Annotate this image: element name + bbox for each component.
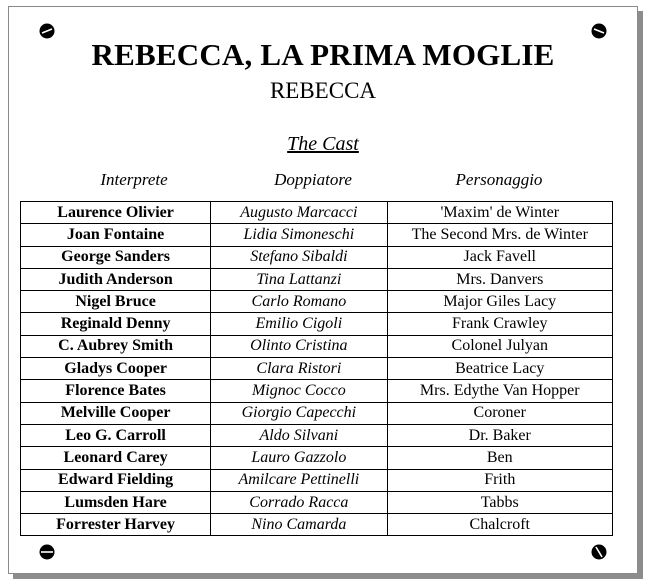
role-cell: Tabbs [387, 491, 612, 513]
actor-cell: Edward Fielding [21, 469, 211, 491]
dubber-cell: Augusto Marcacci [211, 202, 387, 224]
dubber-cell: Lauro Gazzolo [211, 447, 387, 469]
table-row [21, 268, 613, 290]
dubber-cell: Mignoc Cocco [211, 380, 387, 402]
column-header-role: Personaggio [455, 170, 543, 189]
page-title: REBECCA, LA PRIMA MOGLIE [91, 37, 555, 72]
screw-icon [591, 544, 607, 560]
role-cell: Coroner [387, 402, 612, 424]
dubber-cell: Carlo Romano [211, 291, 387, 313]
cast-heading: The Cast [287, 133, 359, 155]
table-row [21, 358, 613, 380]
dubber-cell: Aldo Silvani [211, 424, 387, 446]
table-row [21, 335, 613, 357]
role-cell: Mrs. Edythe Van Hopper [387, 380, 612, 402]
actor-cell: Gladys Cooper [21, 358, 211, 380]
role-cell: Ben [387, 447, 612, 469]
cast-plaque [8, 6, 638, 574]
actor-cell: Laurence Olivier [21, 202, 211, 224]
actor-cell: Joan Fontaine [21, 224, 211, 246]
role-cell: Frank Crawley [387, 313, 612, 335]
role-cell: Colonel Julyan [387, 335, 612, 357]
table-row [21, 424, 613, 446]
table-row [21, 380, 613, 402]
role-cell: Mrs. Danvers [387, 268, 612, 290]
dubber-cell: Lidia Simoneschi [211, 224, 387, 246]
dubber-cell: Amilcare Pettinelli [211, 469, 387, 491]
table-row [21, 469, 613, 491]
actor-cell: Leo G. Carroll [21, 424, 211, 446]
role-cell: Frith [387, 469, 612, 491]
dubber-cell: Giorgio Capecchi [211, 402, 387, 424]
table-row [21, 447, 613, 469]
original-title: REBECCA [269, 78, 377, 103]
actor-cell: George Sanders [21, 246, 211, 268]
actor-cell: Forrester Harvey [21, 514, 211, 536]
actor-cell: C. Aubrey Smith [21, 335, 211, 357]
table-row [21, 224, 613, 246]
dubber-cell: Clara Ristori [211, 358, 387, 380]
dubber-cell: Olinto Cristina [211, 335, 387, 357]
dubber-cell: Stefano Sibaldi [211, 246, 387, 268]
role-cell: Chalcroft [387, 514, 612, 536]
role-cell: 'Maxim' de Winter [387, 202, 612, 224]
table-row [21, 514, 613, 536]
actor-cell: Leonard Carey [21, 447, 211, 469]
screw-icon [39, 544, 55, 560]
table-row [21, 202, 613, 224]
table-row [21, 491, 613, 513]
column-header-actor: Interprete [100, 170, 168, 189]
table-row [21, 402, 613, 424]
role-cell: Jack Favell [387, 246, 612, 268]
actor-cell: Florence Bates [21, 380, 211, 402]
dubber-cell: Emilio Cigoli [211, 313, 387, 335]
table-row [21, 246, 613, 268]
role-cell: Beatrice Lacy [387, 358, 612, 380]
actor-cell: Melville Cooper [21, 402, 211, 424]
table-row [21, 313, 613, 335]
role-cell: The Second Mrs. de Winter [387, 224, 612, 246]
actor-cell: Judith Anderson [21, 268, 211, 290]
actor-cell: Reginald Denny [21, 313, 211, 335]
role-cell: Major Giles Lacy [387, 291, 612, 313]
dubber-cell: Tina Lattanzi [211, 268, 387, 290]
role-cell: Dr. Baker [387, 424, 612, 446]
cast-table [20, 201, 613, 536]
column-header-dubber: Doppiatore [274, 170, 352, 189]
actor-cell: Nigel Bruce [21, 291, 211, 313]
table-row [21, 291, 613, 313]
dubber-cell: Nino Camarda [211, 514, 387, 536]
actor-cell: Lumsden Hare [21, 491, 211, 513]
dubber-cell: Corrado Racca [211, 491, 387, 513]
